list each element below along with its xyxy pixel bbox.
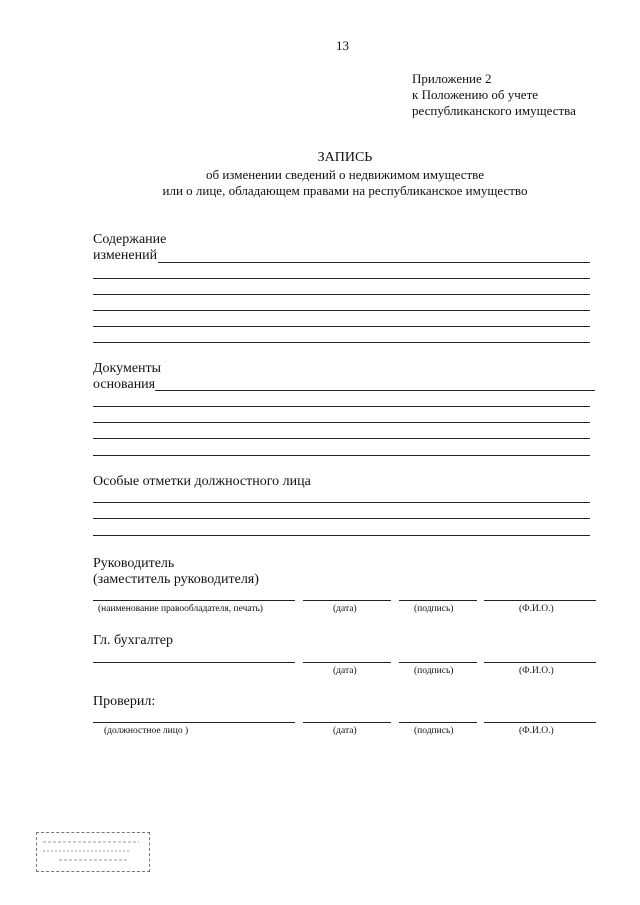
checked-fio-caption: (Ф.И.О.) xyxy=(519,726,554,736)
documents-label-1: Документы xyxy=(93,361,162,376)
documents-field-line[interactable] xyxy=(93,406,590,407)
checked-label: Проверил: xyxy=(93,694,156,709)
stamp-scribble-icon xyxy=(41,837,145,867)
appendix-line-1: Приложение 2 xyxy=(412,71,492,86)
page-number: 13 xyxy=(336,38,349,53)
head-date-line[interactable] xyxy=(303,600,391,601)
documents-label-2: основания xyxy=(93,377,156,392)
head-fio-line[interactable] xyxy=(484,600,596,601)
accountant-fio-caption: (Ф.И.О.) xyxy=(519,666,554,676)
head-date-caption: (дата) xyxy=(333,604,357,614)
notes-field-line[interactable] xyxy=(93,535,590,536)
checked-date-line[interactable] xyxy=(303,722,391,723)
changes-field-line[interactable] xyxy=(158,262,590,263)
notes-field-line[interactable] xyxy=(93,518,590,519)
accountant-sign-caption: (подпись) xyxy=(414,666,454,676)
notes-field-line[interactable] xyxy=(93,502,590,503)
accountant-fio-line[interactable] xyxy=(484,662,596,663)
documents-field-line[interactable] xyxy=(93,438,590,439)
documents-field-line[interactable] xyxy=(93,422,590,423)
head-name-caption: (наименование правообладателя, печать) xyxy=(98,604,263,614)
changes-field-line[interactable] xyxy=(93,294,590,295)
head-fio-caption: (Ф.И.О.) xyxy=(519,604,554,614)
head-label-1: Руководитель xyxy=(93,556,175,571)
accountant-sign-line[interactable] xyxy=(399,662,477,663)
document-title: ЗАПИСЬ xyxy=(317,150,373,165)
changes-label-2: изменений xyxy=(93,248,158,263)
checked-fio-line[interactable] xyxy=(484,722,596,723)
changes-field-line[interactable] xyxy=(93,310,590,311)
appendix-line-3: республиканского имущества xyxy=(412,103,576,118)
notes-label: Особые отметки должностного лица xyxy=(93,474,311,489)
checked-date-caption: (дата) xyxy=(333,726,357,736)
checked-sign-caption: (подпись) xyxy=(414,726,454,736)
checked-sign-line[interactable] xyxy=(399,722,477,723)
changes-field-line[interactable] xyxy=(93,342,590,343)
heading-line-2: или о лице, обладающем правами на республиканское имущество xyxy=(162,183,528,198)
documents-field-line[interactable] xyxy=(155,390,595,391)
appendix-line-2: к Положению об учете xyxy=(412,87,539,102)
head-sign-line[interactable] xyxy=(399,600,477,601)
documents-field-line[interactable] xyxy=(93,455,590,456)
accountant-label: Гл. бухгалтер xyxy=(93,633,174,648)
checked-name-caption: (должностное лицо ) xyxy=(104,726,189,736)
accountant-date-line[interactable] xyxy=(303,662,391,663)
changes-field-line[interactable] xyxy=(93,278,590,279)
registration-stamp xyxy=(36,832,150,872)
head-name-line[interactable] xyxy=(93,600,295,601)
head-label-2: (заместитель руководителя) xyxy=(93,572,259,587)
heading-line-1: об изменении сведений о недвижимом имуществе xyxy=(205,167,485,182)
head-sign-caption: (подпись) xyxy=(414,604,454,614)
changes-label-1: Содержание xyxy=(93,232,167,247)
checked-name-line[interactable] xyxy=(93,722,295,723)
changes-field-line[interactable] xyxy=(93,326,590,327)
accountant-date-caption: (дата) xyxy=(333,666,357,676)
accountant-name-line[interactable] xyxy=(93,662,295,663)
